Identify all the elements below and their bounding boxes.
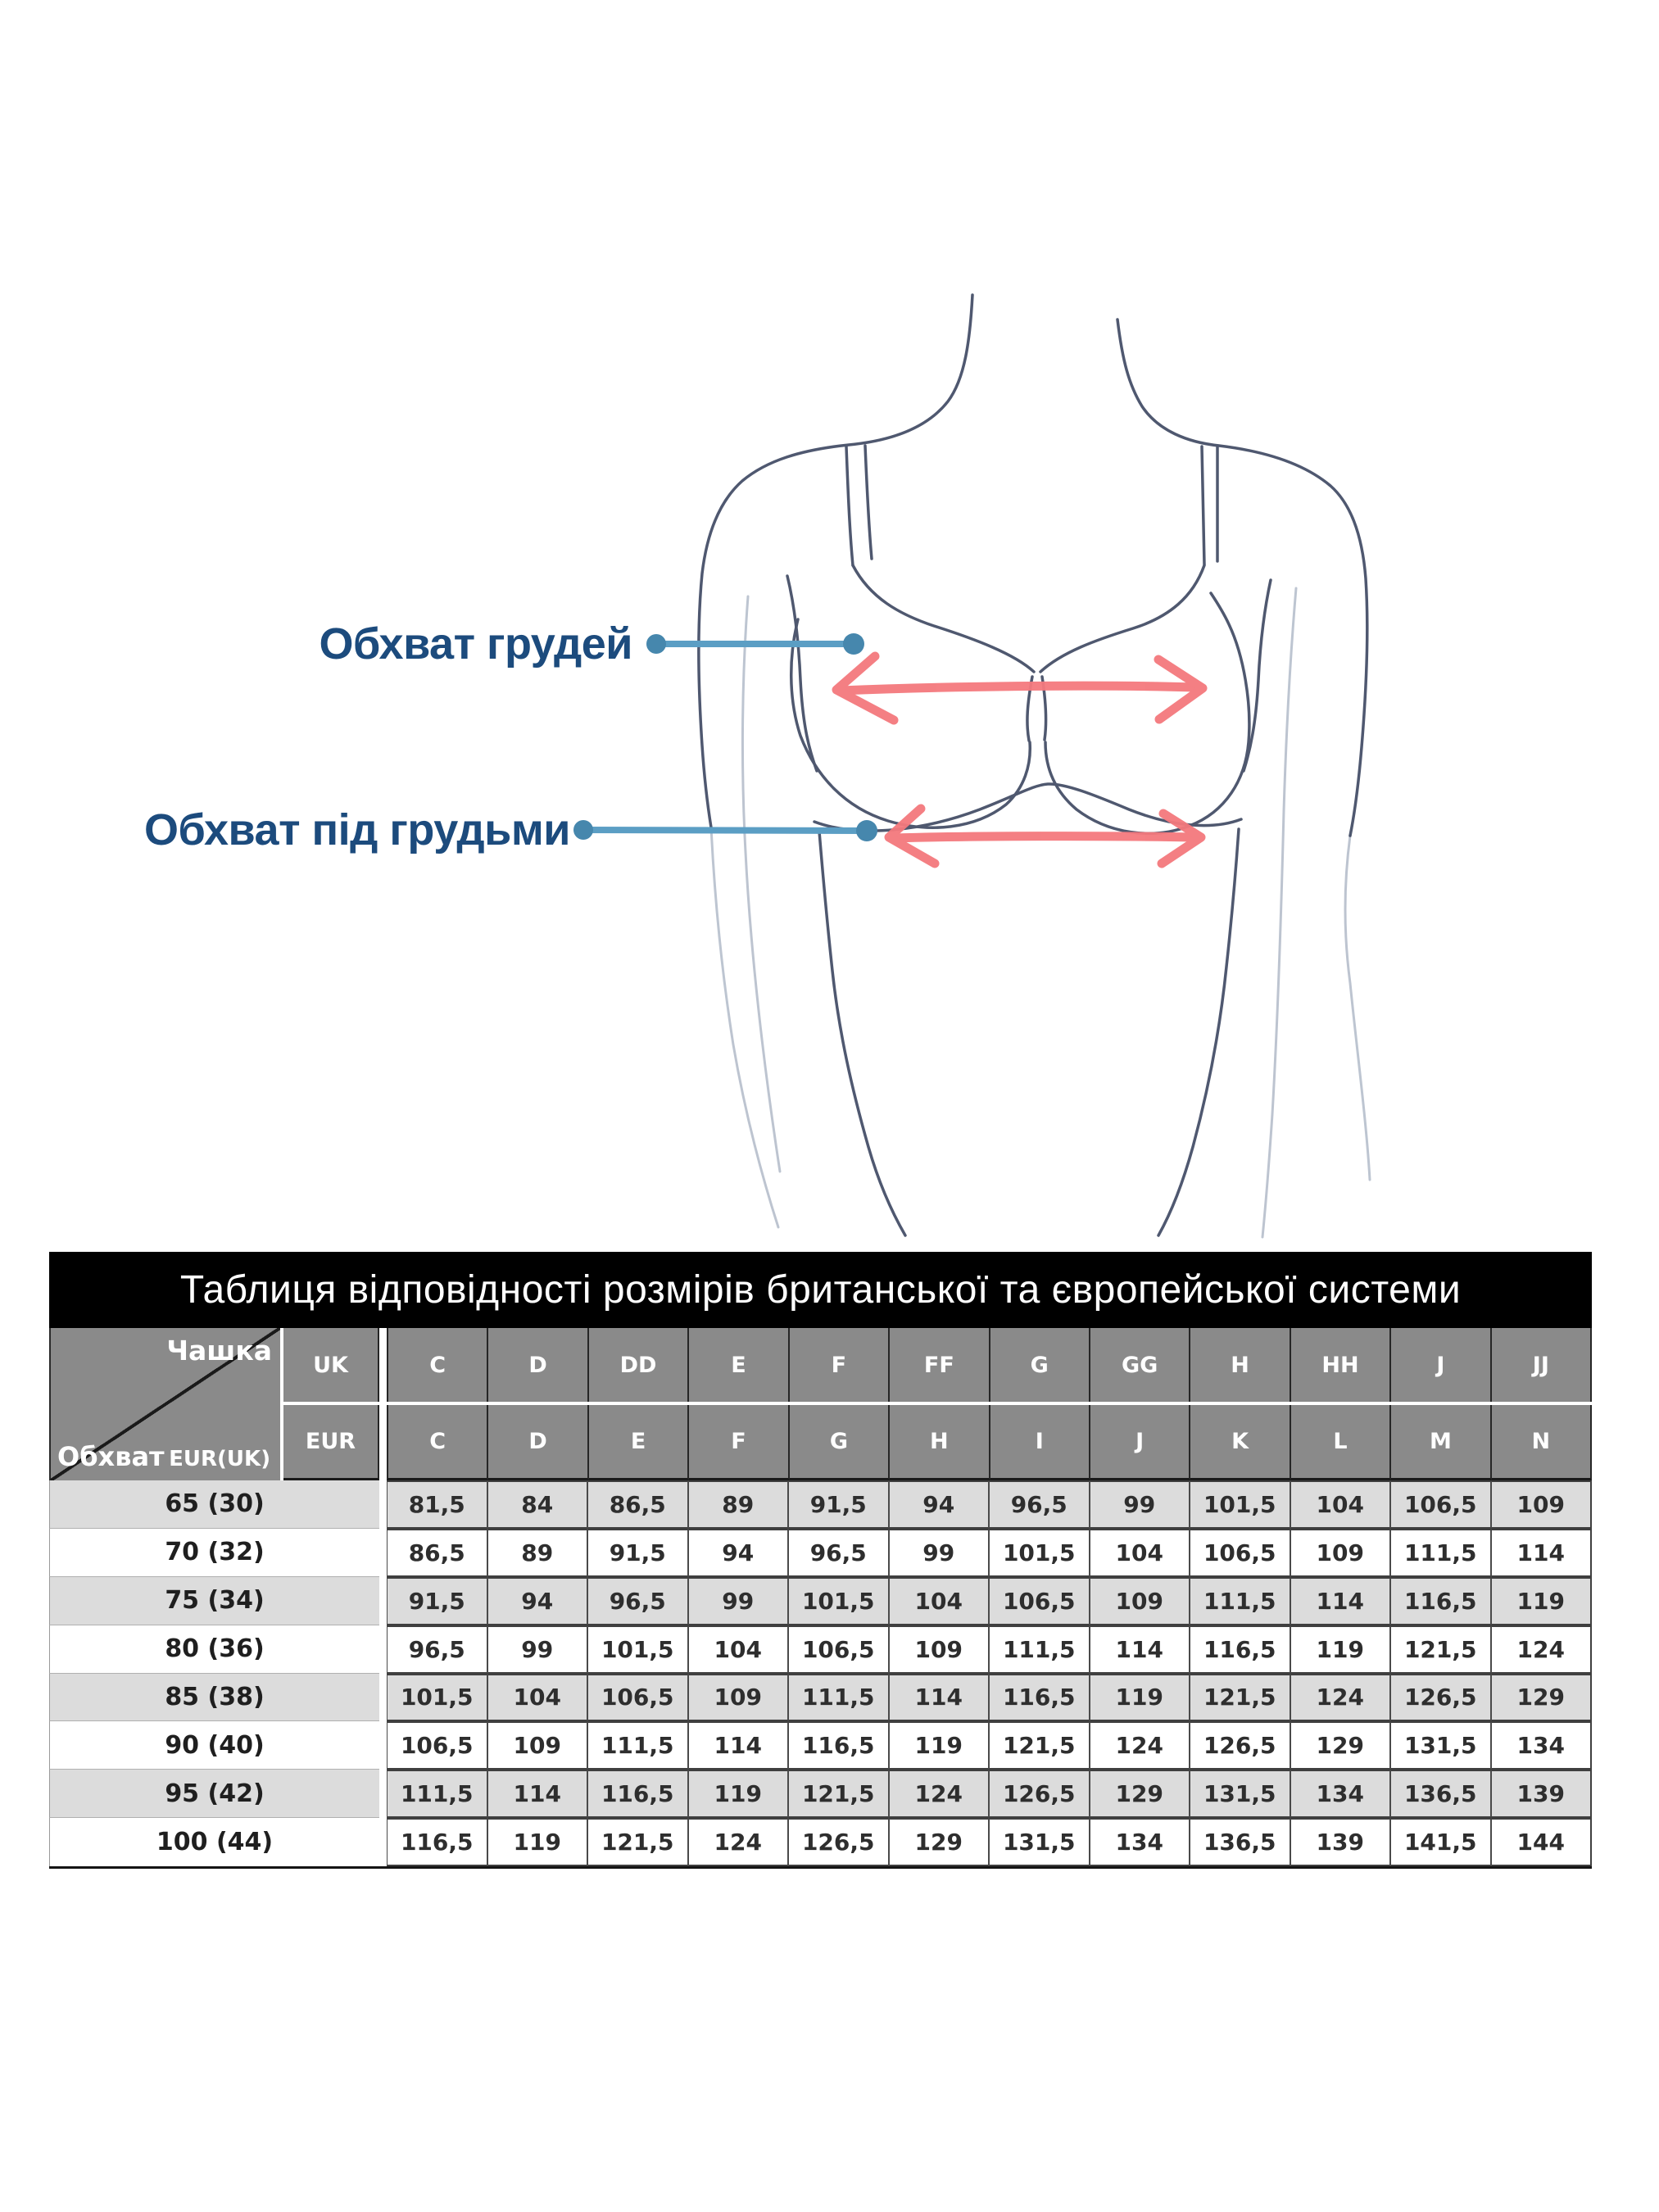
column-gap — [379, 1529, 387, 1577]
size-value-cell: 124 — [889, 1770, 990, 1818]
uk-cup-letter-cell: H — [1190, 1328, 1290, 1402]
size-value-cell: 134 — [1090, 1818, 1190, 1866]
corner-cup-label: Чашка — [166, 1335, 272, 1367]
size-value-cell: 116,5 — [387, 1818, 487, 1866]
column-gap — [379, 1770, 387, 1818]
size-value-cell: 116,5 — [587, 1770, 688, 1818]
size-value-cell: 121,5 — [1190, 1674, 1290, 1722]
size-value-cell: 111,5 — [387, 1770, 487, 1818]
torso-side-left — [819, 832, 905, 1235]
size-value-cell: 106,5 — [788, 1625, 889, 1674]
cup-top-right — [1040, 565, 1204, 672]
uk-system-cell: UK — [283, 1328, 379, 1402]
uk-cup-letter-cell: F — [790, 1328, 890, 1402]
size-value-cell: 109 — [1090, 1577, 1190, 1625]
size-value-cell: 101,5 — [788, 1577, 889, 1625]
table-row — [49, 1721, 1592, 1770]
band-size-cell: 75 (34) — [49, 1577, 379, 1625]
table-row — [49, 1625, 1592, 1674]
size-value-cell: 114 — [688, 1721, 789, 1770]
size-value-cell: 116,5 — [1390, 1577, 1491, 1625]
size-value-cell: 114 — [487, 1770, 588, 1818]
size-value-cell: 84 — [487, 1480, 588, 1529]
size-value-cell: 94 — [487, 1577, 588, 1625]
size-value-cell: 126,5 — [1390, 1674, 1491, 1722]
size-value-cell: 126,5 — [989, 1770, 1090, 1818]
size-value-cell: 124 — [1491, 1625, 1593, 1674]
eur-cup-letter-cell: F — [689, 1405, 789, 1480]
size-value-cell: 86,5 — [387, 1529, 487, 1577]
eur-system-cell: EUR — [283, 1405, 379, 1480]
uk-cup-letter-cell: HH — [1291, 1328, 1391, 1402]
size-value-cell: 121,5 — [788, 1770, 889, 1818]
size-value-cell: 109 — [889, 1625, 990, 1674]
size-value-cell: 124 — [1290, 1674, 1391, 1722]
size-value-cell: 124 — [688, 1818, 789, 1866]
table-title: Таблиця відповідності розмірів британської та європейської системи — [49, 1252, 1592, 1328]
column-gap — [379, 1721, 387, 1770]
underbust-label: Обхват під грудьми — [144, 805, 570, 854]
size-value-cell: 131,5 — [1190, 1770, 1290, 1818]
column-gap — [379, 1480, 387, 1529]
bra-strap-right — [1202, 446, 1204, 564]
size-value-cell: 111,5 — [989, 1625, 1090, 1674]
bra-strap-left — [846, 446, 853, 565]
eur-cup-letter-cell: D — [488, 1405, 588, 1480]
size-value-cell: 119 — [688, 1770, 789, 1818]
bust-pointer-line — [646, 633, 864, 655]
size-value-cell: 91,5 — [387, 1577, 487, 1625]
size-value-cell: 124 — [1090, 1721, 1190, 1770]
size-value-cell: 119 — [1491, 1577, 1593, 1625]
size-value-cell: 106,5 — [1390, 1480, 1491, 1529]
band-size-cell: 85 (38) — [49, 1674, 379, 1722]
eur-cup-letter-cell: I — [990, 1405, 1090, 1480]
size-value-cell: 139 — [1290, 1818, 1391, 1866]
eur-cup-letter-cell: E — [589, 1405, 689, 1480]
size-value-cell: 106,5 — [1190, 1529, 1290, 1577]
size-value-cell: 139 — [1491, 1770, 1593, 1818]
size-value-cell: 109 — [688, 1674, 789, 1722]
size-value-cell: 129 — [1090, 1770, 1190, 1818]
table-row — [49, 1577, 1592, 1625]
size-value-cell: 89 — [487, 1529, 588, 1577]
size-value-cell: 86,5 — [587, 1480, 688, 1529]
size-value-cell: 129 — [889, 1818, 990, 1866]
size-value-cell: 91,5 — [587, 1529, 688, 1577]
size-value-cell: 131,5 — [989, 1818, 1090, 1866]
size-value-cell: 119 — [889, 1721, 990, 1770]
size-value-cell: 104 — [1090, 1529, 1190, 1577]
size-value-cell: 111,5 — [788, 1674, 889, 1722]
size-value-cell: 94 — [688, 1529, 789, 1577]
size-value-cell: 96,5 — [989, 1480, 1090, 1529]
size-value-cell: 121,5 — [989, 1721, 1090, 1770]
size-value-cell: 101,5 — [387, 1674, 487, 1722]
size-value-cell: 106,5 — [587, 1674, 688, 1722]
band-size-cell: 90 (40) — [49, 1721, 379, 1770]
size-value-cell: 111,5 — [1190, 1577, 1290, 1625]
size-value-cell: 114 — [1090, 1625, 1190, 1674]
size-value-cell: 111,5 — [587, 1721, 688, 1770]
uk-cup-letter-cell: D — [488, 1328, 588, 1402]
table-row — [49, 1480, 1592, 1529]
eur-cup-letter-cell: K — [1190, 1405, 1290, 1480]
size-value-cell: 81,5 — [387, 1480, 487, 1529]
column-gap — [379, 1818, 387, 1866]
eur-cup-letter-cell: N — [1492, 1405, 1592, 1480]
table-row — [49, 1818, 1592, 1866]
size-value-cell: 136,5 — [1390, 1770, 1491, 1818]
size-value-cell: 96,5 — [788, 1529, 889, 1577]
column-gap — [379, 1674, 387, 1722]
size-value-cell: 99 — [688, 1577, 789, 1625]
size-value-cell: 134 — [1491, 1721, 1593, 1770]
size-value-cell: 126,5 — [1190, 1721, 1290, 1770]
corner-girth-label: Обхват EUR(UK) — [57, 1441, 271, 1472]
band-size-cell: 100 (44) — [49, 1818, 379, 1866]
size-value-cell: 109 — [487, 1721, 588, 1770]
size-value-cell: 114 — [1491, 1529, 1593, 1577]
size-value-cell: 99 — [487, 1625, 588, 1674]
size-value-cell: 106,5 — [387, 1721, 487, 1770]
size-value-cell: 101,5 — [587, 1625, 688, 1674]
uk-cup-letter-cell: DD — [589, 1328, 689, 1402]
size-value-cell: 89 — [688, 1480, 789, 1529]
bust-label: Обхват грудей — [319, 619, 632, 669]
size-value-cell: 99 — [1090, 1480, 1190, 1529]
size-value-cell: 116,5 — [989, 1674, 1090, 1722]
table-row — [49, 1529, 1592, 1577]
size-value-cell: 116,5 — [1190, 1625, 1290, 1674]
torso-side-right — [1158, 829, 1239, 1235]
band-size-cell: 65 (30) — [49, 1480, 379, 1529]
size-value-cell: 94 — [889, 1480, 990, 1529]
size-value-cell: 104 — [1290, 1480, 1391, 1529]
neck-shoulder-arm-left — [699, 295, 972, 827]
size-value-cell: 109 — [1491, 1480, 1593, 1529]
eur-cup-letter-cell: M — [1391, 1405, 1491, 1480]
size-value-cell: 99 — [889, 1529, 990, 1577]
band-size-cell: 95 (42) — [49, 1770, 379, 1818]
corner-cell — [49, 1328, 280, 1480]
size-value-cell: 144 — [1491, 1818, 1593, 1866]
table-row — [49, 1674, 1592, 1722]
size-value-cell: 119 — [487, 1818, 588, 1866]
size-value-cell: 119 — [1290, 1625, 1391, 1674]
size-value-cell: 106,5 — [989, 1577, 1090, 1625]
uk-cup-letter-cell: J — [1391, 1328, 1491, 1402]
size-value-cell: 129 — [1491, 1674, 1593, 1722]
size-value-cell: 96,5 — [387, 1625, 487, 1674]
table-body — [49, 1480, 1592, 1869]
uk-cup-letter-cell: GG — [1090, 1328, 1190, 1402]
cup-top-left — [853, 565, 1034, 672]
size-value-cell: 101,5 — [1190, 1480, 1290, 1529]
uk-cup-letter-cell: FF — [890, 1328, 990, 1402]
size-value-cell: 121,5 — [1390, 1625, 1491, 1674]
uk-cup-letter-cell: E — [689, 1328, 789, 1402]
size-value-cell: 119 — [1090, 1674, 1190, 1722]
band-size-cell: 70 (32) — [49, 1529, 379, 1577]
size-value-cell: 91,5 — [788, 1480, 889, 1529]
column-gap — [379, 1577, 387, 1625]
size-value-cell: 104 — [688, 1625, 789, 1674]
cup-left — [791, 619, 1031, 827]
size-value-cell: 111,5 — [1390, 1529, 1491, 1577]
size-value-cell: 134 — [1290, 1770, 1391, 1818]
size-value-cell: 116,5 — [788, 1721, 889, 1770]
size-value-cell: 141,5 — [1390, 1818, 1491, 1866]
eur-cup-letter-cell: L — [1291, 1405, 1391, 1480]
eur-cup-letter-cell: C — [387, 1405, 488, 1480]
size-value-cell: 121,5 — [587, 1818, 688, 1866]
underbust-pointer-line — [573, 820, 877, 841]
eur-cup-letter-cell: G — [790, 1405, 890, 1480]
size-value-cell: 96,5 — [587, 1577, 688, 1625]
eur-cup-letter-cell: J — [1090, 1405, 1190, 1480]
table-header — [49, 1328, 1592, 1480]
neck-shoulder-arm-right — [1117, 320, 1367, 836]
bust-arrow — [836, 656, 1203, 720]
size-value-cell: 114 — [1290, 1577, 1391, 1625]
band-size-cell: 80 (36) — [49, 1625, 379, 1674]
size-value-cell: 126,5 — [788, 1818, 889, 1866]
size-value-cell: 136,5 — [1190, 1818, 1290, 1866]
size-value-cell: 129 — [1290, 1721, 1391, 1770]
size-value-cell: 104 — [487, 1674, 588, 1722]
uk-cup-letter-cell: G — [990, 1328, 1090, 1402]
size-value-cell: 131,5 — [1390, 1721, 1491, 1770]
eur-cup-letter-row — [387, 1405, 1592, 1480]
uk-cup-letter-cell: JJ — [1492, 1328, 1592, 1402]
column-gap — [379, 1625, 387, 1674]
size-value-cell: 104 — [889, 1577, 990, 1625]
figure-outline — [699, 295, 1367, 1235]
size-table — [49, 1252, 1592, 1872]
uk-cup-letter-cell: C — [387, 1328, 488, 1402]
size-value-cell: 114 — [889, 1674, 990, 1722]
size-value-cell: 101,5 — [989, 1529, 1090, 1577]
eur-cup-letter-cell: H — [890, 1405, 990, 1480]
size-value-cell: 109 — [1290, 1529, 1391, 1577]
table-row — [49, 1770, 1592, 1818]
cup-right — [1045, 593, 1249, 833]
uk-cup-letter-row — [387, 1328, 1592, 1402]
